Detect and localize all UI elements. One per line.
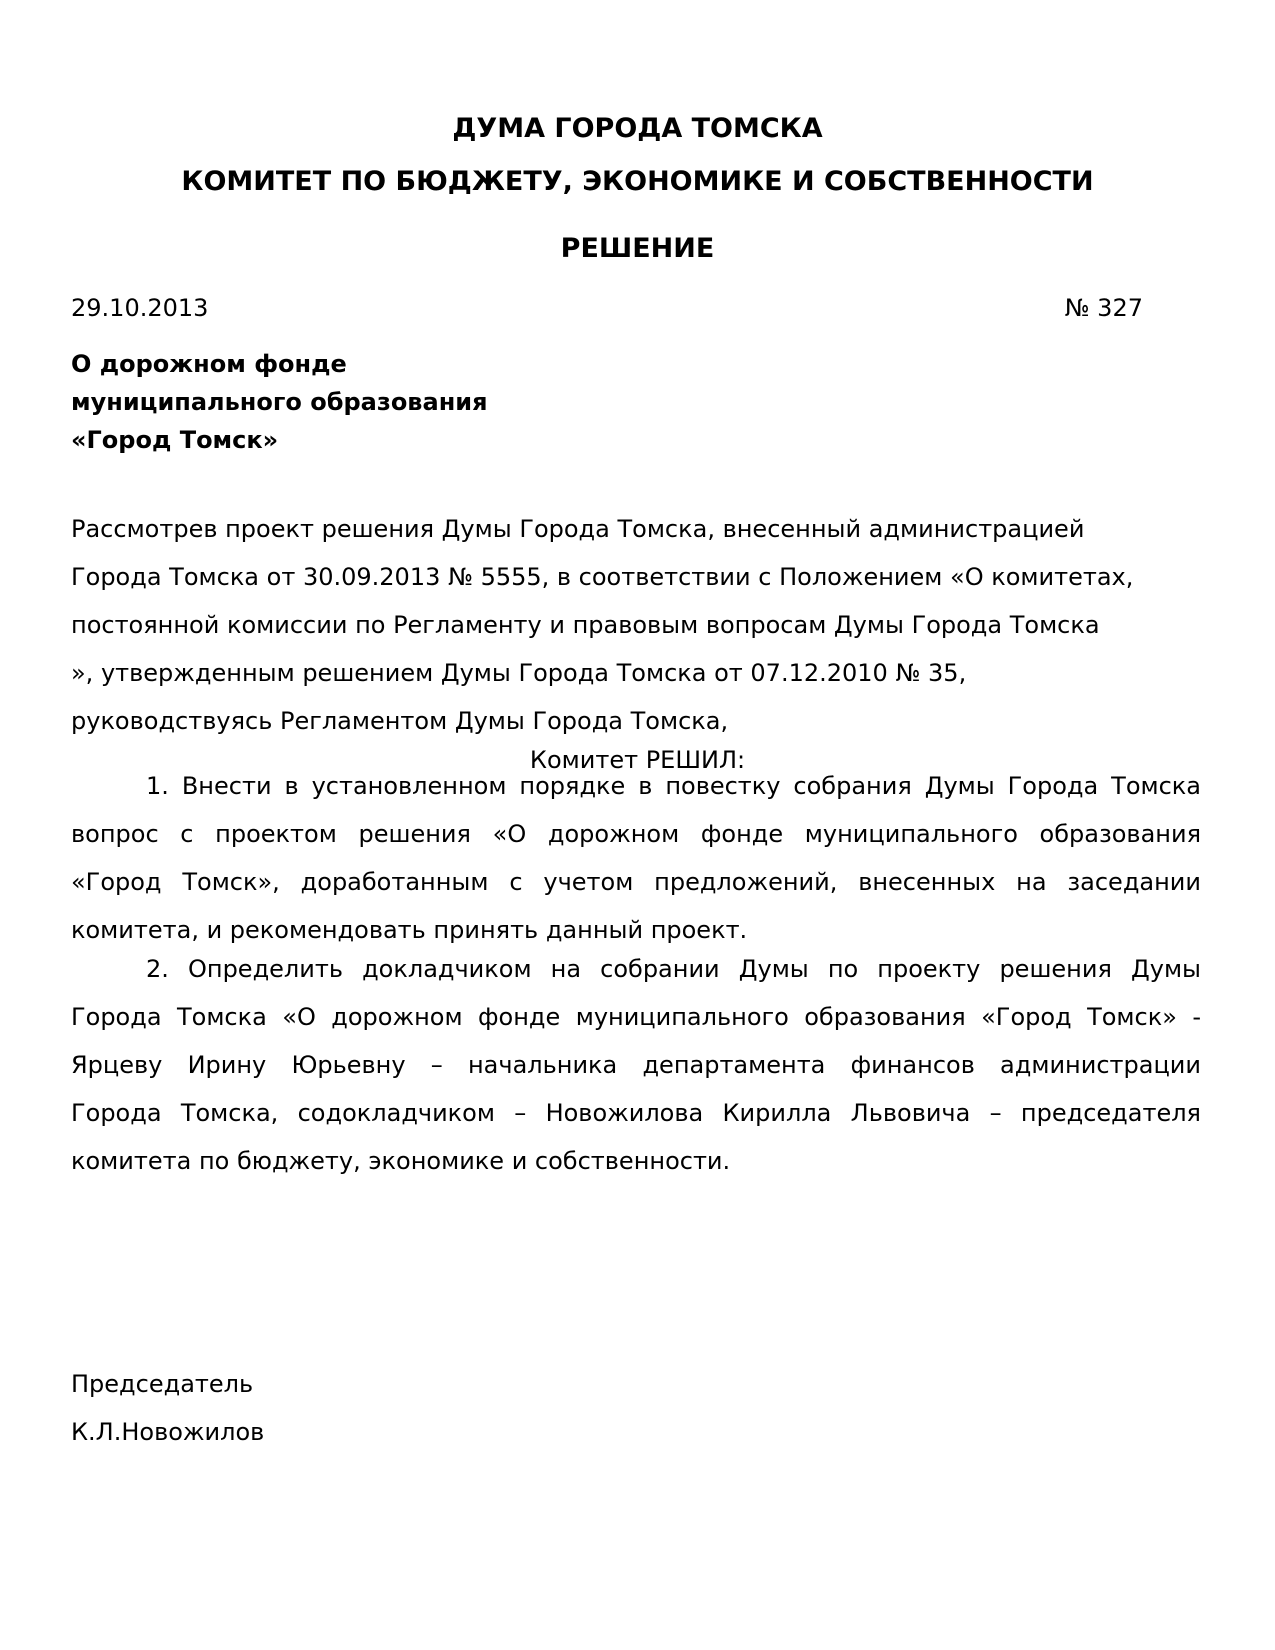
item-line: комитета по бюджету, экономике и собственности. xyxy=(71,1147,731,1175)
preamble-line: », утвержденным решением Думы Города Томска от 07.12.2010 № 35, xyxy=(71,659,967,687)
signatory-title: Председатель xyxy=(71,1370,254,1398)
resolution-item-1 xyxy=(71,762,1201,954)
document-number: № 327 xyxy=(1064,294,1143,322)
preamble-line: постоянной комиссии по Регламенту и правовым вопросам Думы Города Томска xyxy=(71,611,1100,639)
signature-block xyxy=(71,1360,264,1456)
preamble-paragraph xyxy=(71,505,1201,745)
committee-title: КОМИТЕТ ПО БЮДЖЕТУ, ЭКОНОМИКЕ И СОБСТВЕННОСТИ xyxy=(181,166,1094,197)
subject-line: «Город Томск» xyxy=(71,426,279,454)
preamble-line: Города Томска от 30.09.2013 № 5555, в соответствии с Положением «О комитетах, xyxy=(71,563,1134,591)
document-date: 29.10.2013 xyxy=(71,294,209,322)
preamble-line: Рассмотрев проект решения Думы Города Томска, внесенный администрацией xyxy=(71,515,1085,543)
document-type-title: РЕШЕНИЕ xyxy=(560,233,715,264)
item-line: 1. Внести в установленном порядке в повестку собрания Думы Города Томска xyxy=(146,772,1201,800)
resolution-item-2 xyxy=(71,945,1201,1185)
item-line: 2. Определить докладчиком на собрании Думы по проекту решения Думы xyxy=(146,955,1201,983)
preamble-line: руководствуясь Регламентом Думы Города Томска, xyxy=(71,707,729,735)
item-line: Ярцеву Ирину Юрьевну – начальника департамента финансов администрации xyxy=(71,1051,1201,1079)
document-subject xyxy=(71,345,671,459)
subject-line: муниципального образования xyxy=(71,388,488,416)
item-line: Города Томска, содокладчиком – Новожилова Кирилла Львовича – председателя xyxy=(71,1099,1201,1127)
resolution-heading: Комитет РЕШИЛ: xyxy=(529,746,746,774)
org-title: ДУМА ГОРОДА ТОМСКА xyxy=(452,113,823,144)
item-line: вопрос с проектом решения «О дорожном фонде муниципального образования xyxy=(71,820,1201,848)
item-line: «Город Томск», доработанным с учетом предложений, внесенных на заседании xyxy=(71,868,1201,896)
item-line: Города Томска «О дорожном фонде муниципального образования «Город Томск» - xyxy=(71,1003,1201,1031)
signatory-name: К.Л.Новожилов xyxy=(71,1418,265,1446)
item-line: комитета, и рекомендовать принять данный проект. xyxy=(71,916,748,944)
subject-line: О дорожном фонде xyxy=(71,350,347,378)
